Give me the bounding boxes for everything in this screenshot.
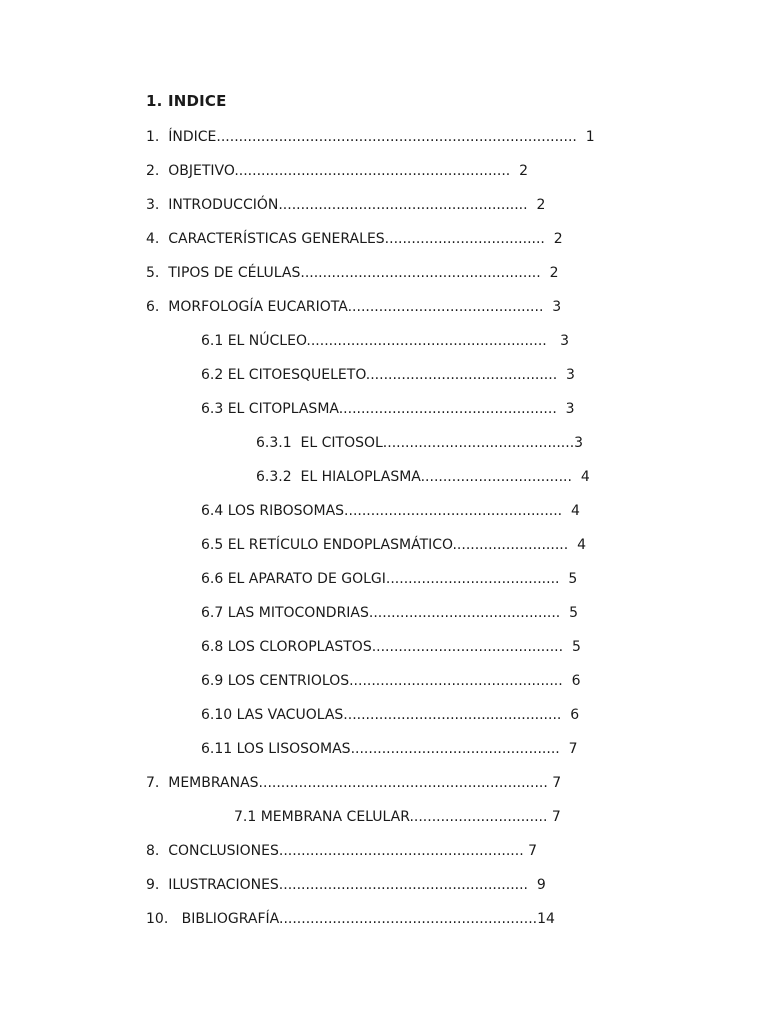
toc-entry-ilustraciones: 9. ILUSTRACIONES........................................................ 9 (146, 877, 546, 893)
toc-entry-mitocondrias: 6.7 LAS MITOCONDRIAS........................................... 5 (201, 605, 579, 621)
toc-entry-ribosomas: 6.4 LOS RIBOSOMAS................................................. 4 (201, 503, 580, 519)
toc-entry-lisosomas: 6.11 LOS LISOSOMAS............................................... 7 (201, 741, 578, 757)
toc-entry-tipos-celulas: 5. TIPOS DE CÉLULAS...................................................... 2 (146, 265, 559, 281)
toc-entry-indice: 1. ÍNDICE................................................................................. 1 (146, 129, 595, 145)
toc-entry-caracteristicas: 4. CARACTERÍSTICAS GENERALES.................................... 2 (146, 231, 563, 247)
toc-entry-cloroplastos: 6.8 LOS CLOROPLASTOS........................................... 5 (201, 639, 581, 655)
toc-entry-nucleo: 6.1 EL NÚCLEO...................................................... 3 (201, 333, 569, 349)
toc-entry-reticulo: 6.5 EL RETÍCULO ENDOPLASMÁTICO.......................... 4 (201, 537, 586, 553)
toc-entry-centriolos: 6.9 LOS CENTRIOLOS................................................ 6 (201, 673, 581, 689)
toc-entry-citoesqueleto: 6.2 EL CITOESQUELETO........................................... 3 (201, 367, 575, 383)
toc-entry-introduccion: 3. INTRODUCCIÓN........................................................ 2 (146, 197, 546, 213)
toc-entry-bibliografia: 10. BIBLIOGRAFÍA..........................................................14 (146, 911, 555, 927)
toc-entry-membrana-celular: 7.1 MEMBRANA CELULAR............................... 7 (234, 809, 561, 825)
toc-entry-citoplasma: 6.3 EL CITOPLASMA................................................. 3 (201, 401, 575, 417)
page-title: 1. INDICE (146, 92, 227, 110)
toc-entry-hialoplasma: 6.3.2 EL HIALOPLASMA.................................. 4 (256, 469, 590, 485)
toc-entry-golgi: 6.6 EL APARATO DE GOLGI....................................... 5 (201, 571, 578, 587)
toc-entry-vacuolas: 6.10 LAS VACUOLAS................................................. 6 (201, 707, 580, 723)
toc-entry-objetivo: 2. OBJETIVO.............................................................. 2 (146, 163, 529, 179)
toc-entry-membranas: 7. MEMBRANAS................................................................. 7 (146, 775, 562, 791)
toc-entry-morfologia: 6. MORFOLOGÍA EUCARIOTA............................................ 3 (146, 299, 562, 315)
toc-entry-citosol: 6.3.1 EL CITOSOL...........................................3 (256, 435, 584, 451)
toc-entry-conclusiones: 8. CONCLUSIONES....................................................... 7 (146, 843, 538, 859)
